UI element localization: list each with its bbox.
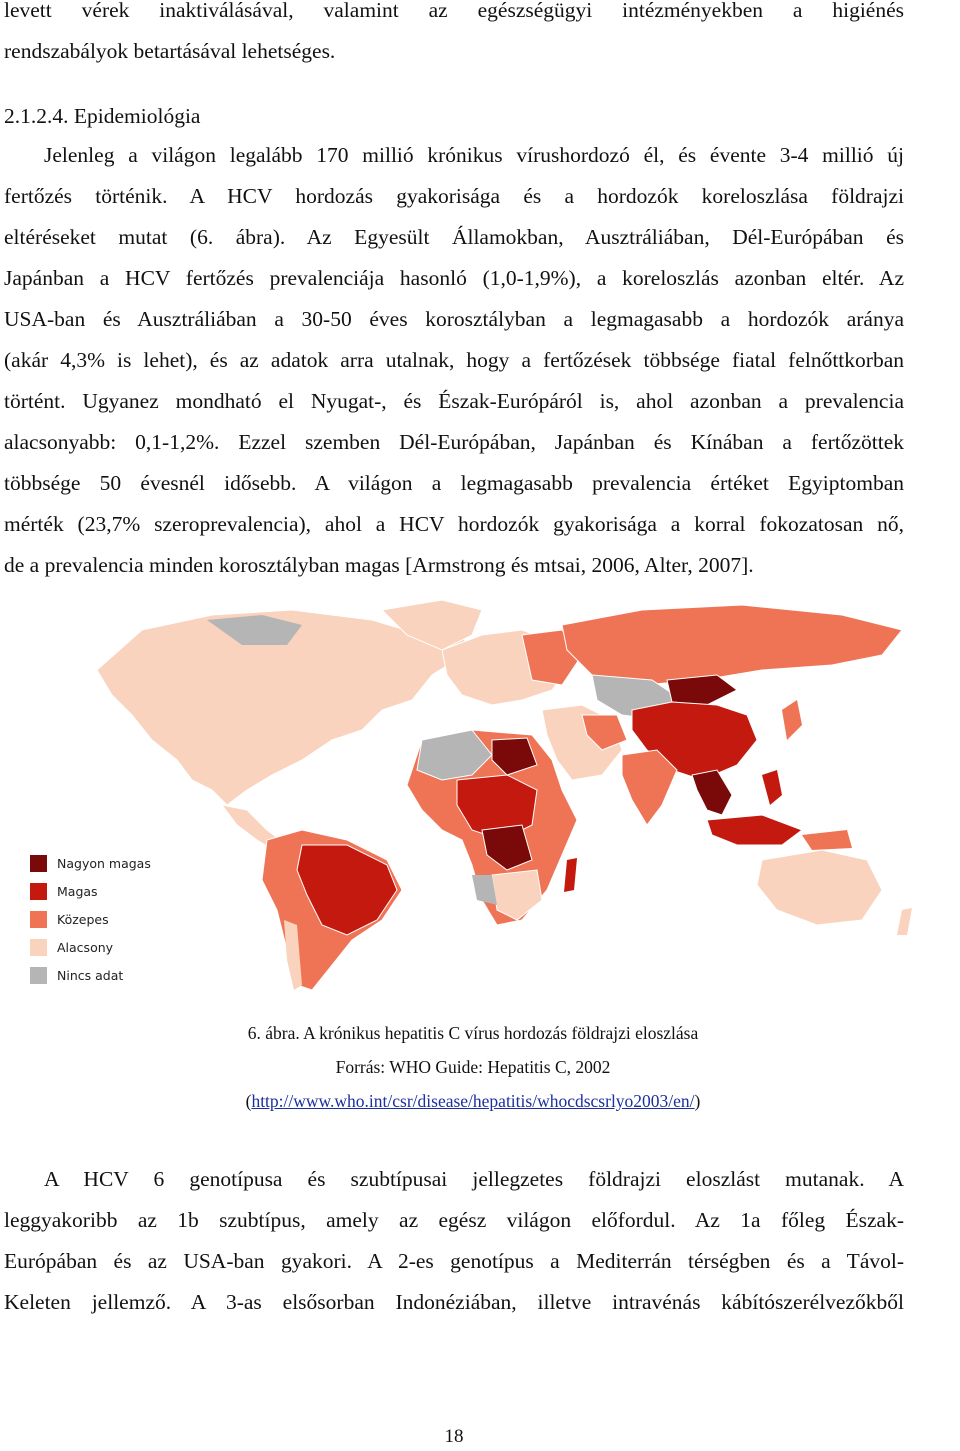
- legend-label: Nincs adat: [57, 968, 124, 983]
- legend-label: Magas: [57, 884, 98, 899]
- legend-label: Alacsony: [57, 940, 114, 955]
- text-line: levett vérek inaktiválásával, valamint az egészségügyi intézményekben a higiénés: [4, 0, 904, 22]
- epidemiology-paragraph: [4, 135, 904, 586]
- figure-caption-source: Forrás: WHO Guide: Hepatitis C, 2002: [335, 1057, 611, 1077]
- top-paragraph: [4, 0, 904, 72]
- link-paren-open: (: [245, 1091, 252, 1111]
- text-line: mérték (23,7% szeroprevalencia), ahol a HCV hordozók gyakorisága a korral fokozatosan nő,: [4, 512, 904, 536]
- text-line: (akár 4,3% is lehet), és az adatok arra utalnak, hogy a fertőzések többsége fiatal felnőttkorban: [4, 348, 904, 372]
- legend-swatch: [30, 883, 47, 900]
- text-line: USA-ban és Ausztráliában a 30-50 éves korosztályban a legmagasabb a hordozók aránya: [4, 307, 904, 331]
- text-line: A HCV 6 genotípusa és szubtípusai jellegzetes földrajzi eloszlást mutanak. A: [44, 1167, 904, 1191]
- legend-swatch: [30, 855, 47, 872]
- figure-caption-link-line: [0, 1084, 946, 1118]
- legend-label: Nagyon magas: [57, 856, 151, 871]
- text-line: Jelenleg a világon legalább 170 millió krónikus vírushordozó él, és évente 3-4 millió új: [44, 143, 904, 167]
- genotype-paragraph: [4, 1159, 904, 1323]
- who-source-link[interactable]: http://www.who.int/csr/disease/hepatitis/whocdscsrlyo2003/en/: [251, 1091, 695, 1111]
- link-paren-close: ): [694, 1091, 701, 1111]
- legend-swatch: [30, 967, 47, 984]
- text-line: Keleten jellemző. A 3-as elsősorban Indonéziában, illetve intravénás kábítószerélvezőkből: [4, 1290, 904, 1314]
- hcv-world-map: [2, 590, 958, 1005]
- figure-caption-title: 6. ábra. A krónikus hepatitis C vírus hordozás földrajzi eloszlása: [247, 1023, 699, 1043]
- text-line: Európában és az USA-ban gyakori. A 2-es genotípus a Mediterrán térségben és a Távol-: [4, 1249, 904, 1273]
- text-line: többsége 50 évesnél idősebb. A világon a legmagasabb prevalencia értéket Egyiptomban: [4, 471, 904, 495]
- text-line: fertőzés történik. A HCV hordozás gyakorisága és a hordozók koreloszlása földrajzi: [4, 184, 904, 208]
- legend-swatch: [30, 939, 47, 956]
- legend-label: Közepes: [57, 912, 109, 927]
- page-number: 18: [444, 1426, 464, 1447]
- text-line: leggyakoribb az 1b szubtípus, amely az egész világon előfordul. Az 1a főleg Észak-: [4, 1208, 904, 1232]
- text-line: de a prevalencia minden korosztályban magas [Armstrong és mtsai, 2006, Alter, 2007].: [4, 553, 754, 577]
- text-line: történt. Ugyanez mondható el Nyugat-, és Észak-Európáról is, ahol azonban a prevalencia: [4, 389, 904, 413]
- text-line: eltéréseket mutat (6. ábra). Az Egyesült Államokban, Ausztráliában, Dél-Európában és: [4, 225, 904, 249]
- text-line: alacsonyabb: 0,1-1,2%. Ezzel szemben Dél-Európában, Japánban és Kínában a fertőzöttek: [4, 430, 904, 454]
- section-heading: 2.1.2.4. Epidemiológia: [4, 104, 201, 128]
- legend-swatch: [30, 911, 47, 928]
- text-line: Japánban a HCV fertőzés prevalenciája hasonló (1,0-1,9%), a koreloszlás azonban eltér. Az: [4, 266, 904, 290]
- text-line: rendszabályok betartásával lehetséges.: [4, 39, 336, 63]
